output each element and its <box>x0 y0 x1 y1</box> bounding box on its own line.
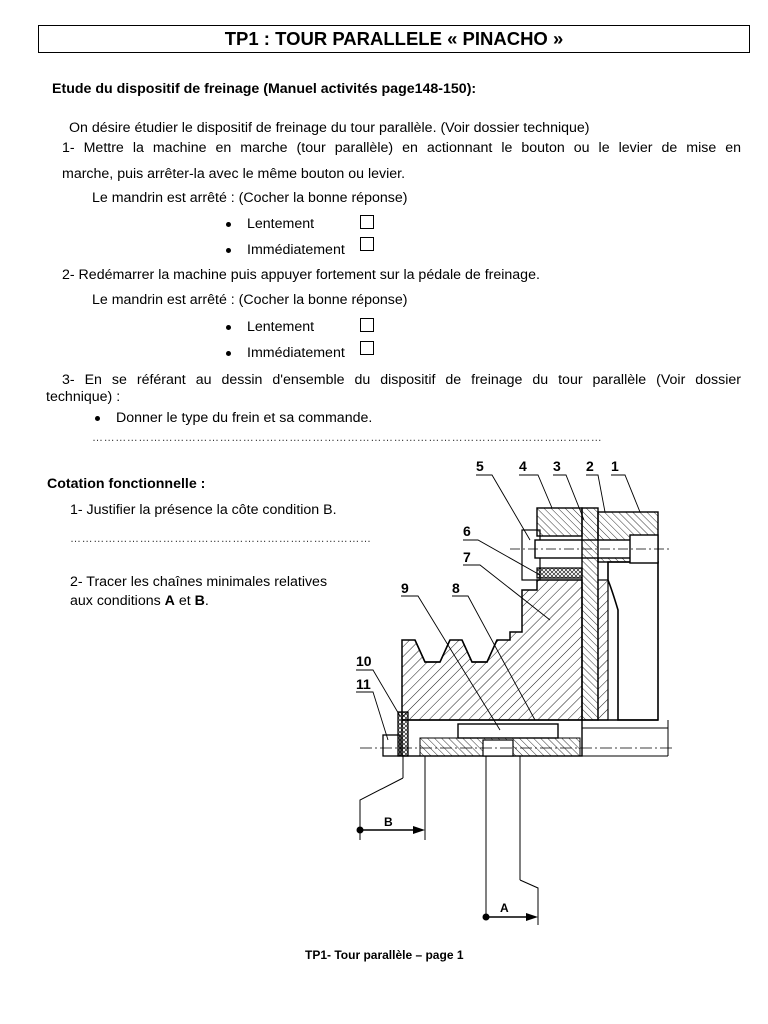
question-1-prompt: Le mandrin est arrêté : (Cocher la bonne réponse) <box>92 190 408 206</box>
question-1-line-2: marche, puis arrêter-la avec le même bouton ou levier. <box>62 166 406 182</box>
text-span: et <box>174 593 195 609</box>
condition-b-dimension-label: B <box>384 815 393 829</box>
part-11-label: 11 <box>356 676 371 692</box>
condition-b-label: B <box>194 593 205 609</box>
part-6-label: 6 <box>463 523 471 539</box>
condition-a-dimension-label: A <box>500 901 509 915</box>
intro-text: On désire étudier le dispositif de freinage du tour parallèle. (Voir dossier technique) <box>69 120 590 136</box>
question-2-prompt: Le mandrin est arrêté : (Cocher la bonne réponse) <box>92 292 408 308</box>
bullet-icon <box>226 351 231 356</box>
bullet-icon <box>226 248 231 253</box>
part-1-body <box>608 562 658 720</box>
part-2-label: 2 <box>586 458 594 474</box>
brake-assembly-drawing <box>340 452 685 942</box>
condition-a-label: A <box>164 593 175 609</box>
cotation-question-2-line-1: 2- Tracer les chaînes minimales relatives <box>70 574 328 590</box>
answer-dotted-line[interactable]: …………………………………………………………………………………………………………………… <box>92 432 603 444</box>
bullet-icon <box>226 222 231 227</box>
part-3-label: 3 <box>553 458 561 474</box>
q2-option-immediatement-label: Immédiatement <box>247 345 345 361</box>
question-1-line-1: 1- Mettre la machine en marche (tour parallèle) en actionnant le bouton ou le levier de mise en <box>62 140 741 156</box>
bullet-icon <box>226 325 231 330</box>
page-title: TP1 : TOUR PARALLELE « PINACHO » <box>38 25 750 53</box>
bullet-icon <box>95 416 100 421</box>
cotation-question-2-line-2 <box>70 593 209 609</box>
q1-immediatement-checkbox[interactable] <box>360 237 374 251</box>
q1-option-lentement-label: Lentement <box>247 216 315 232</box>
text-span: . <box>204 593 209 609</box>
cotation-question-1: 1- Justifier la présence la côte condition B. <box>70 502 337 518</box>
part-5-label: 5 <box>476 458 484 474</box>
part-9-label: 9 <box>401 580 409 596</box>
part-3-web <box>582 508 598 720</box>
q2-option-lentement-label: Lentement <box>247 319 315 335</box>
question-3-bullet: Donner le type du frein et sa commande. <box>116 410 373 426</box>
answer-dotted-line[interactable]: …………………………………………………………………… <box>70 533 372 545</box>
q1-option-immediatement-label: Immédiatement <box>247 242 345 258</box>
section-heading-freinage: Etude du dispositif de freinage (Manuel activités page148-150): <box>52 81 477 97</box>
text-span: aux conditions <box>70 593 165 609</box>
q1-lentement-checkbox[interactable] <box>360 215 374 229</box>
question-3-line-2: technique) : <box>46 389 121 405</box>
section-heading-cotation: Cotation fonctionnelle : <box>47 476 206 492</box>
part-1-label: 1 <box>611 458 619 474</box>
q2-lentement-checkbox[interactable] <box>360 318 374 332</box>
part-4-block <box>537 508 582 536</box>
part-9-key <box>458 724 558 738</box>
question-3-line-1: 3- En se référant au dessin d'ensemble du dispositif de freinage du tour parallèle (Voir dossier <box>62 372 741 388</box>
question-2: 2- Redémarrer la machine puis appuyer fortement sur la pédale de freinage. <box>62 267 540 283</box>
part-4-label: 4 <box>519 458 527 474</box>
part-2-web <box>598 580 608 720</box>
page-footer: TP1- Tour parallèle – page 1 <box>305 948 464 962</box>
part-6-brake-lining <box>537 568 582 578</box>
part-7-label: 7 <box>463 549 471 565</box>
part-10-label: 10 <box>356 653 372 669</box>
part-8-label: 8 <box>452 580 460 596</box>
q2-immediatement-checkbox[interactable] <box>360 341 374 355</box>
